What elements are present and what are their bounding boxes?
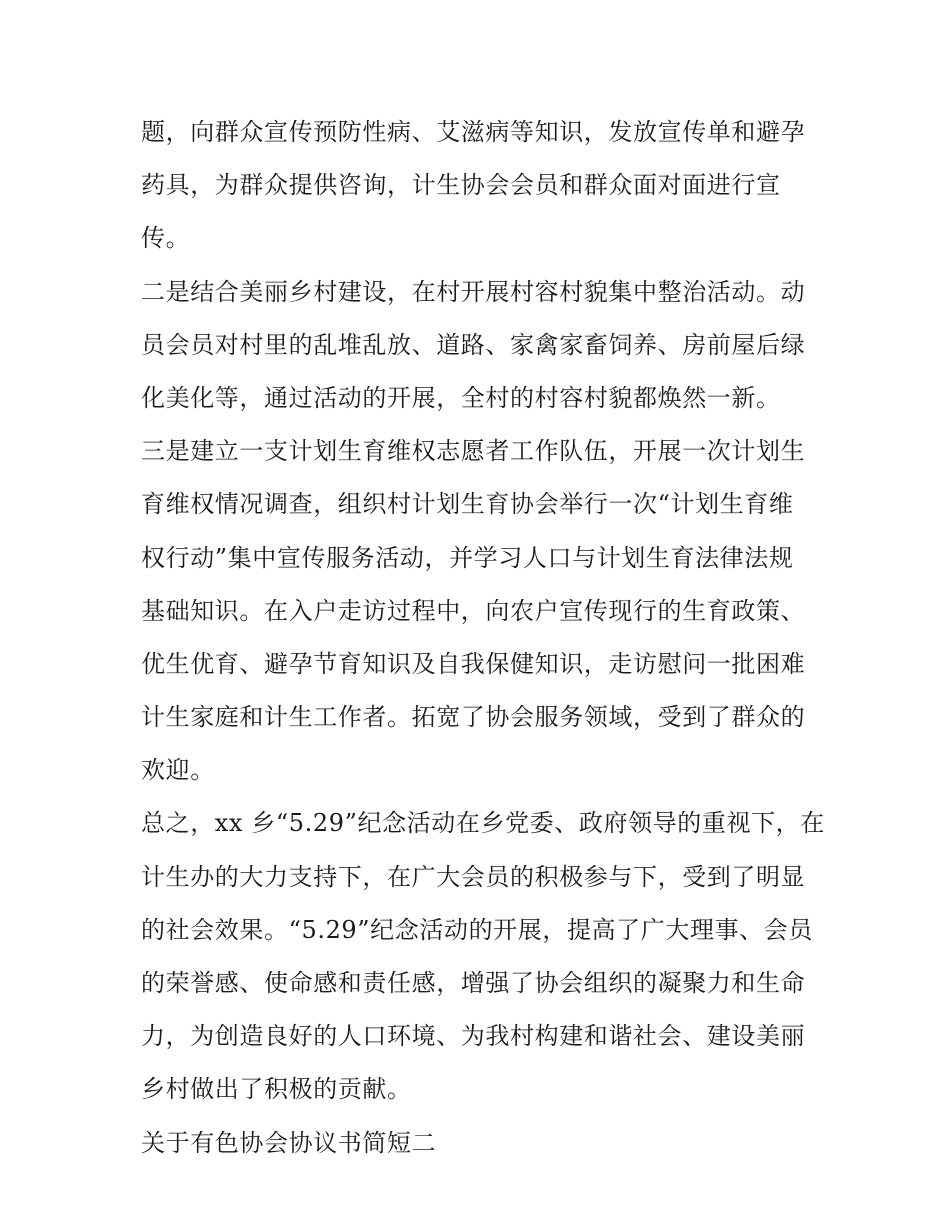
text-line: 力，为创造良好的人口环境、为我村构建和谐社会、建设美丽 — [141, 1022, 806, 1051]
text-line: 二是结合美丽乡村建设，在村开展村容村貌集中整治活动。动 — [141, 277, 806, 306]
text-line: 计生家庭和计生工作者。拓宽了协会服务领域，受到了群众的 — [141, 703, 806, 732]
text-line: 传。 — [141, 224, 191, 253]
document-body — [141, 106, 825, 1170]
text-line: 药具，为群众提供咨询，计生协会会员和群众面对面进行宣 — [141, 171, 781, 200]
text-line: 基础知识。在入户走访过程中，向农户宣传现行的生育政策、 — [141, 596, 806, 625]
text-line: 育维权情况调查，组织村计划生育协会举行一次“计划生育维 — [141, 490, 794, 519]
text-line: 计生办的大力支持下，在广大会员的积极参与下，受到了明显 — [141, 862, 806, 891]
text-line: 题，向群众宣传预防性病、艾滋病等知识，发放宣传单和避孕 — [141, 118, 806, 146]
text-line: 总之，xx 乡“5.29”纪念活动在乡党委、政府领导的重视下，在 — [141, 809, 825, 838]
text-line: 权行动”集中宣传服务活动，并学习人口与计划生育法律法规 — [141, 543, 794, 572]
section-heading: 关于有色协会协议书简短二 — [141, 1128, 437, 1157]
text-line: 三是建立一支计划生育维权志愿者工作队伍，开展一次计划生 — [141, 437, 806, 466]
text-line: 乡村做出了积极的贡献。 — [141, 1075, 412, 1104]
text-line: 员会员对村里的乱堆乱放、道路、家禽家畜饲养、房前屋后绿 — [141, 330, 806, 359]
text-line: 欢迎。 — [141, 756, 215, 785]
text-line: 的荣誉感、使命感和责任感，增强了协会组织的凝聚力和生命 — [141, 969, 806, 997]
text-line: 优生优育、避孕节育知识及自我保健知识，走访慰问一批困难 — [141, 649, 806, 678]
text-line: 化美化等，通过活动的开展，全村的村容村貌都焕然一新。 — [141, 383, 781, 412]
text-line: 的社会效果。“5.29”纪念活动的开展，提高了广大理事、会员 — [141, 915, 813, 944]
